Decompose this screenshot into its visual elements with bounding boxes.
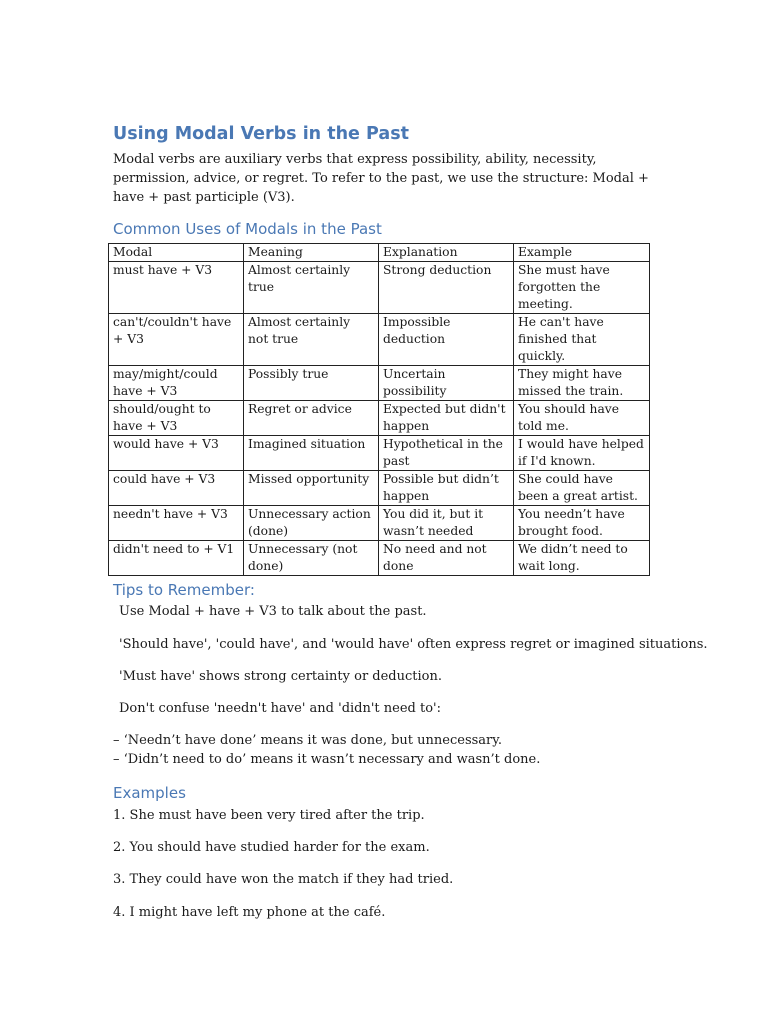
tip-item: 'Should have', 'could have', and 'would have' often express regret or imagined situations. [119, 637, 708, 652]
table-cell: We didn’t need to wait long. [514, 541, 650, 576]
table-row [109, 541, 650, 576]
table-cell: didn't need to + V1 [109, 541, 244, 576]
example-item: 1. She must have been very tired after the trip. [113, 808, 425, 823]
table-cell: Possibly true [244, 366, 379, 401]
table-cell: Uncertain possibility [379, 366, 514, 401]
table-row [109, 471, 650, 506]
table-cell: Expected but didn't happen [379, 401, 514, 436]
table-cell: He can't have finished that quickly. [514, 314, 650, 366]
table-cell: Regret or advice [244, 401, 379, 436]
tip-item: 'Must have' shows strong certainty or deduction. [119, 669, 442, 684]
tip-subitem: – ‘Didn’t need to do’ means it wasn’t necessary and wasn’t done. [113, 752, 541, 767]
header-cell-example: Example [514, 244, 650, 262]
table-cell: Missed opportunity [244, 471, 379, 506]
example-item: 3. They could have won the match if they had tried. [113, 872, 454, 887]
example-item: 4. I might have left my phone at the café. [113, 905, 386, 920]
table-cell: Strong deduction [379, 262, 514, 314]
table-header-row [109, 244, 650, 262]
table-cell: Almost certainly not true [244, 314, 379, 366]
table-cell: Almost certainly true [244, 262, 379, 314]
tip-item: Use Modal + have + V3 to talk about the past. [119, 604, 427, 619]
tips-heading: Tips to Remember: [113, 581, 255, 599]
table-cell: They might have missed the train. [514, 366, 650, 401]
table-cell: She could have been a great artist. [514, 471, 650, 506]
header-cell-modal: Modal [109, 244, 244, 262]
table-cell: You did it, but it wasn’t needed [379, 506, 514, 541]
table-row [109, 262, 650, 314]
table-cell: Imagined situation [244, 436, 379, 471]
table-cell: could have + V3 [109, 471, 244, 506]
table-row [109, 506, 650, 541]
table-cell: can't/couldn't have + V3 [109, 314, 244, 366]
examples-heading: Examples [113, 784, 186, 802]
table-cell: You needn’t have brought food. [514, 506, 650, 541]
table-cell: You should have told me. [514, 401, 650, 436]
table-cell: would have + V3 [109, 436, 244, 471]
table-section-heading: Common Uses of Modals in the Past [113, 220, 382, 238]
table-cell: Unnecessary action (done) [244, 506, 379, 541]
table-row [109, 401, 650, 436]
modals-table [108, 243, 650, 576]
table-cell: must have + V3 [109, 262, 244, 314]
intro-paragraph: Modal verbs are auxiliary verbs that express possibility, ability, necessity, permission, advice, or regret. To refer to the past, we use the structure: Modal + have + past participle (V3). [113, 152, 649, 205]
tip-item: Don't confuse 'needn't have' and 'didn't need to': [119, 701, 442, 716]
table-row [109, 314, 650, 366]
table-cell: Unnecessary (not done) [244, 541, 379, 576]
tip-subitem: – ‘Needn’t have done’ means it was done, but unnecessary. [113, 733, 502, 748]
table-cell: Impossible deduction [379, 314, 514, 366]
table-row [109, 366, 650, 401]
header-cell-meaning: Meaning [244, 244, 379, 262]
page-title: Using Modal Verbs in the Past [113, 124, 409, 144]
table-cell: No need and not done [379, 541, 514, 576]
header-cell-explanation: Explanation [379, 244, 514, 262]
table-cell: may/might/could have + V3 [109, 366, 244, 401]
table-cell: Possible but didn’t happen [379, 471, 514, 506]
table-cell: I would have helped if I'd known. [514, 436, 650, 471]
table-row [109, 436, 650, 471]
example-item: 2. You should have studied harder for the exam. [113, 840, 430, 855]
table-cell: needn't have + V3 [109, 506, 244, 541]
table-cell: Hypothetical in the past [379, 436, 514, 471]
table-cell: She must have forgotten the meeting. [514, 262, 650, 314]
table-cell: should/ought to have + V3 [109, 401, 244, 436]
